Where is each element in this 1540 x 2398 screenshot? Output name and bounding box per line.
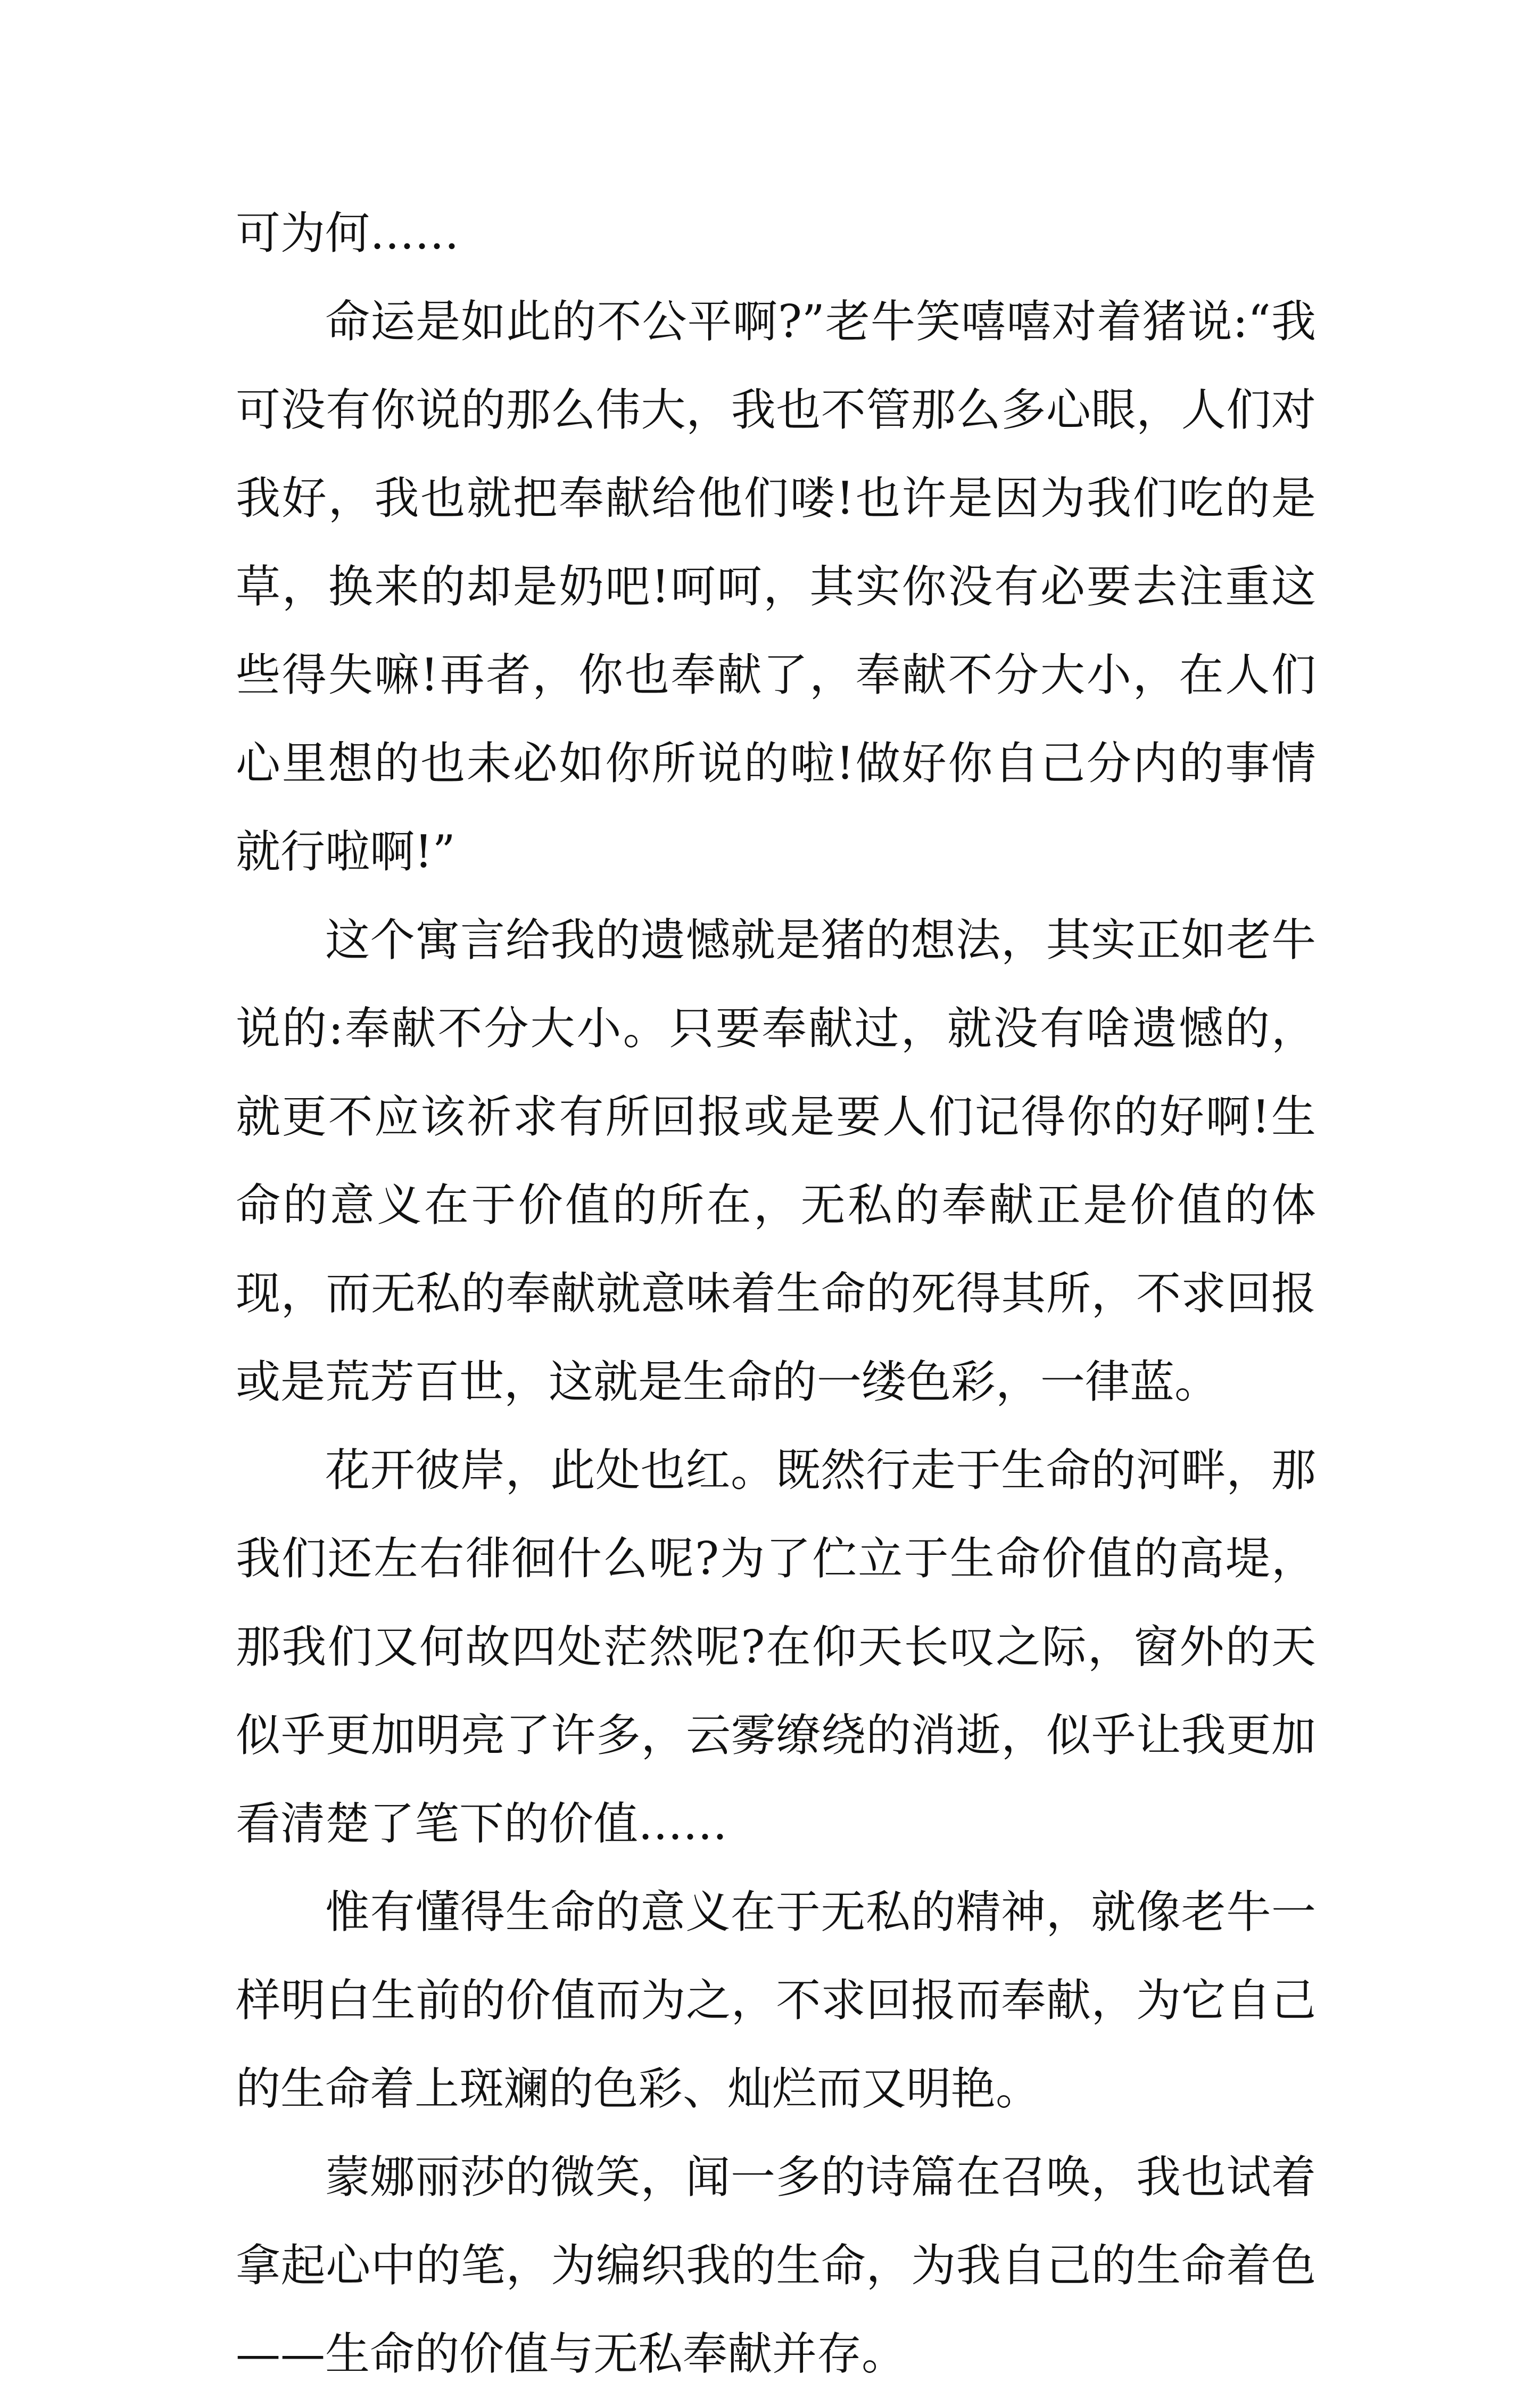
paragraph-4: 花开彼岸，此处也红。既然行走于生命的河畔，那我们还左右徘徊什么呢?为了伫立于生命价值的高堤，那我们又何故四处茫然呢?在仰天长叹之际，窗外的天似乎更加明亮了许多，云雾缭绕的消逝，似乎让我更加看清楚了笔下的价值…… <box>236 1444 1316 1850</box>
document-body <box>236 189 1316 2398</box>
paragraph-6: 蒙娜丽莎的微笑，闻一多的诗篇在召唤，我也试着拿起心中的笔，为编织我的生命，为我自己的生命着色——生命的价值与无私奉献并存。 <box>236 2151 1316 2380</box>
paragraph-5: 惟有懂得生命的意义在于无私的精神，就像老牛一样明白生前的价值而为之，不求回报而奉献，为它自己的生命着上斑斓的色彩、灿烂而又明艳。 <box>236 1886 1316 2115</box>
paragraph-3: 这个寓言给我的遗憾就是猪的想法，其实正如老牛说的:奉献不分大小。只要奉献过，就没有啥遗憾的，就更不应该祈求有所回报或是要人们记得你的好啊!生命的意义在于价值的所在，无私的奉献正是价值的体现，而无私的奉献就意味着生命的死得其所，不求回报或是荒芳百世，这就是生命的一缕色彩，一律蓝。 <box>236 914 1316 1408</box>
paragraph-1: 可为何…… <box>236 207 460 259</box>
paragraph-2: 命运是如此的不公平啊?”老牛笑嘻嘻对着猪说:“我可没有你说的那么伟大，我也不管那么多心眼，人们对我好，我也就把奉献给他们喽!也许是因为我们吃的是草，换来的却是奶吧!呵呵，其实你没有必要去注重这些得失嘛!再者，你也奉献了，奉献不分大小，在人们心里想的也未必如你所说的啦!做好你自己分内的事情就行啦啊!” <box>236 295 1316 878</box>
